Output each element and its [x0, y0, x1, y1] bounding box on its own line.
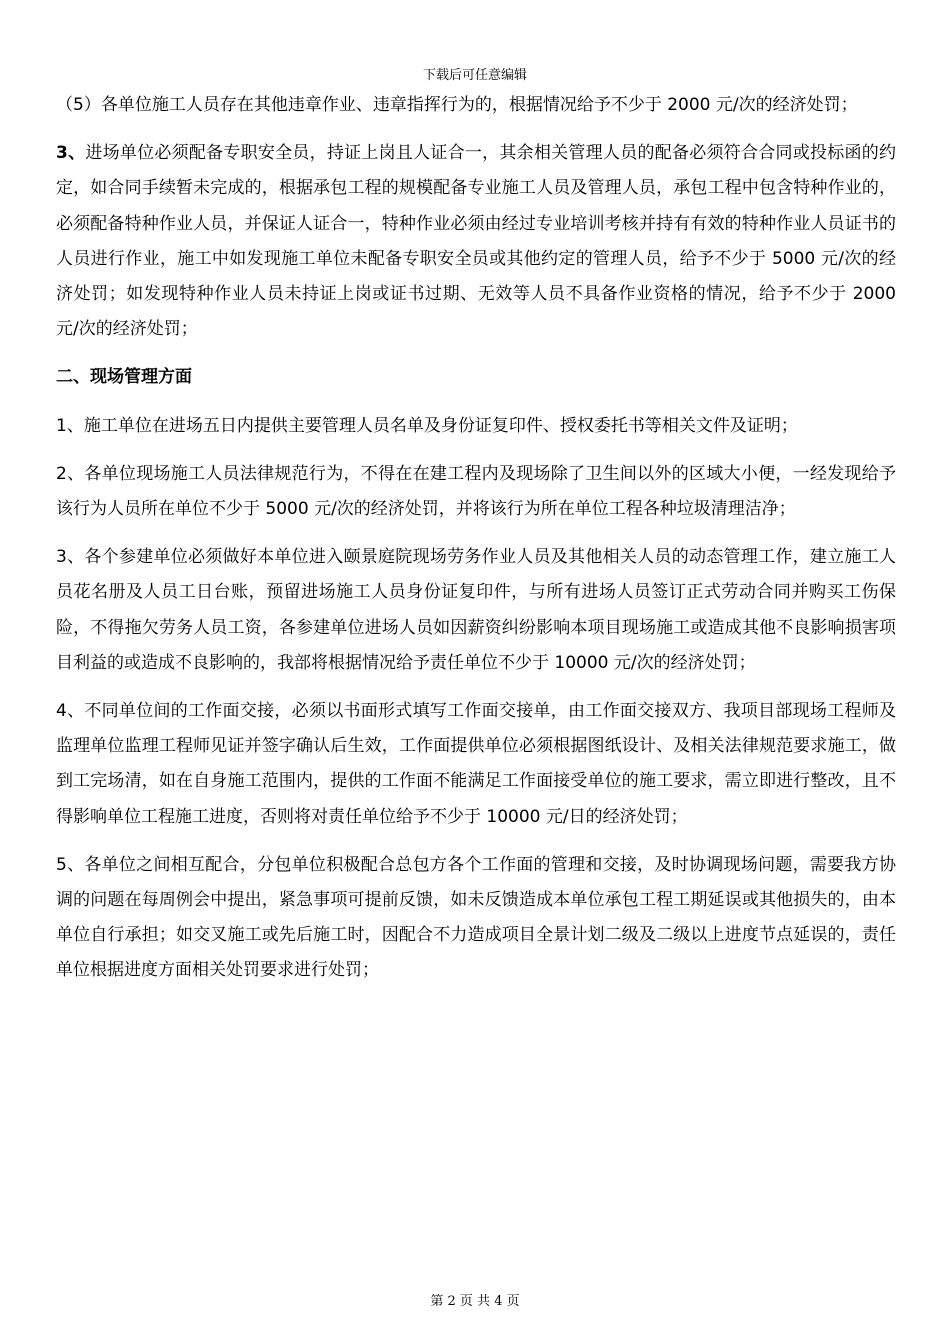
document-body: [56, 88, 896, 1002]
paragraph-site-1: 1、施工单位在进场五日内提供主要管理人员名单及身份证复印件、授权委托书等相关文件及证明；: [56, 415, 798, 436]
paragraph-site-3: 3、各个参建单位必须做好本单位进入颐景庭院现场劳务作业人员及其他相关人员的动态管理工作，建立施工人员花名册及人员工日台账，预留进场施工人员身份证复印件，与所有进场人员签订正式劳动合同并购买工伤保险，不得拖欠劳务人员工资，各参建单位进场人员如因薪资纠纷影响本项目现场施工或造成其他不良影响损害项目利益的或造成不良影响的，我部将根据情况给予责任单位不少于 10000 元/次的经济处罚；: [56, 547, 896, 673]
paragraph-site-4: 4、不同单位间的工作面交接，必须以书面形式填写工作面交接单，由工作面交接双方、我项目部现场工程师及监理单位监理工程师见证并签字确认后生效，工作面提供单位必须根据图纸设计、及相关法律规范要求施工，做到工完场清，如在自身施工范围内，提供的工作面不能满足工作面接受单位的施工要求，需立即进行整改，且不得影响单位工程施工进度，否则将对责任单位给予不少于 10000 元/日的经济处罚；: [56, 701, 896, 827]
paragraph-site-2: 2、各单位现场施工人员法律规范行为，不得在在建工程内及现场除了卫生间以外的区域大小便，一经发现给予该行为人员所在单位不少于 5000 元/次的经济处罚，并将该行为所在单位工程各种垃圾清理洁净；: [56, 463, 896, 520]
paragraph-clause-3: [56, 136, 896, 347]
paragraph-item-5: （5）各单位施工人员存在其他违章作业、违章指挥行为的，根据情况给予不少于 2000 元/次的经济处罚；: [56, 95, 858, 115]
page-header: 下载后可任意编辑: [422, 68, 527, 83]
page-footer: 第 2 页 共 4 页: [430, 1294, 520, 1309]
clause-number: 3、: [56, 143, 86, 164]
clause-text: 进场单位必须配备专职安全员，持证上岗且人证合一，其余相关管理人员的配备必须符合合同或投标函的约定，如合同手续暂未完成的，根据承包工程的规模配备专业施工人员及管理人员，承包工程中包含特种作业的，必须配备特种作业人员，并保证人证合一，特种作业必须由经过专业培训考核并持有有效的特种作业人员证书的人员进行作业，施工中如发现施工单位未配备专职安全员或其他约定的管理人员，给予不少于 5000 元/次的经济处罚；如发现特种作业人员未持证上岗或证书过期、无效等人员不具备作业资格的情况，给予不少于 2000 元/次的经济处罚；: [56, 143, 896, 340]
section-heading: 二、现场管理方面: [56, 367, 192, 388]
paragraph-site-5: 5、各单位之间相互配合，分包单位积极配合总包方各个工作面的管理和交接，及时协调现场问题，需要我方协调的问题在每周例会中提出，紧急事项可提前反馈，如未反馈造成本单位承包工程工期延误或其他损失的，由本单位自行承担；如交叉施工或先后施工时，因配合不力造成项目全景计划二级及二级以上进度节点延误的，责任单位根据进度方面相关处罚要求进行处罚；: [56, 854, 896, 981]
